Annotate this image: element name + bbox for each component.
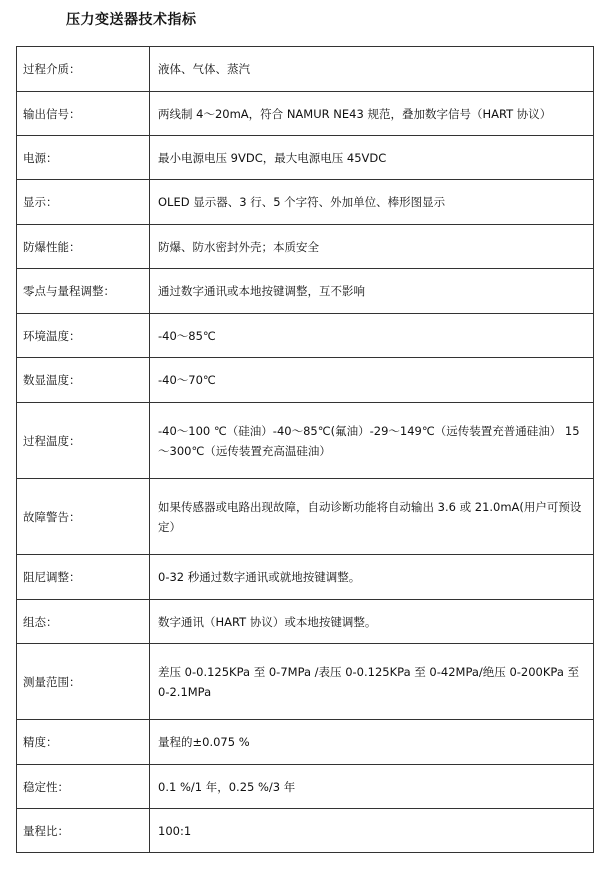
spec-label: 电源： [17, 136, 150, 180]
page-title: 压力变送器技术指标 [66, 12, 197, 28]
spec-value: OLED 显示器、3 行、5 个字符、外加单位、棒形图显示 [150, 180, 594, 225]
table-row [17, 314, 594, 358]
spec-label: 过程温度： [17, 403, 150, 479]
table-row [17, 136, 594, 180]
table-row [17, 403, 594, 479]
spec-value: 液体、气体、蒸汽 [150, 47, 594, 92]
spec-value: 两线制 4～20mA，符合 NAMUR NE43 规范，叠加数字信号（HART 协议） [150, 92, 594, 136]
spec-label: 稳定性： [17, 765, 150, 809]
table-row [17, 180, 594, 225]
spec-value: 防爆、防水密封外壳；本质安全 [150, 225, 594, 269]
spec-label: 量程比： [17, 809, 150, 853]
table-row [17, 47, 594, 92]
spec-value: 量程的±0.075 % [150, 720, 594, 765]
spec-value: 0-32 秒通过数字通讯或就地按键调整。 [150, 555, 594, 600]
table-row [17, 720, 594, 765]
spec-label: 故障警告： [17, 479, 150, 555]
spec-value: 如果传感器或电路出现故障，自动诊断功能将自动输出 3.6 或 21.0mA(用户可预设定） [150, 479, 594, 555]
spec-label: 数显温度： [17, 358, 150, 403]
spec-label: 零点与量程调整： [17, 269, 150, 314]
spec-label: 测量范围： [17, 644, 150, 720]
spec-value: -40～85℃ [150, 314, 594, 358]
spec-value: 差压 0-0.125KPa 至 0-7MPa /表压 0-0.125KPa 至 0-42MPa/绝压 0-200KPa 至 0-2.1MPa [150, 644, 594, 720]
spec-value: -40～100 ℃（硅油）-40～85℃(氟油）-29～149℃（远传装置充普通硅油） 15～300℃（远传装置充高温硅油） [150, 403, 594, 479]
table-row [17, 269, 594, 314]
table-row [17, 225, 594, 269]
spec-label: 阻尼调整： [17, 555, 150, 600]
table-row [17, 555, 594, 600]
spec-value: 通过数字通讯或本地按键调整，互不影响 [150, 269, 594, 314]
table-row [17, 644, 594, 720]
spec-table [16, 46, 594, 853]
table-row [17, 765, 594, 809]
spec-value: -40～70℃ [150, 358, 594, 403]
spec-label: 过程介质： [17, 47, 150, 92]
spec-value: 0.1 %/1 年，0.25 %/3 年 [150, 765, 594, 809]
spec-label: 精度： [17, 720, 150, 765]
spec-label: 输出信号： [17, 92, 150, 136]
spec-label: 防爆性能： [17, 225, 150, 269]
spec-label: 环境温度： [17, 314, 150, 358]
spec-label: 组态： [17, 600, 150, 644]
spec-value: 数字通讯（HART 协议）或本地按键调整。 [150, 600, 594, 644]
table-row [17, 92, 594, 136]
spec-label: 显示： [17, 180, 150, 225]
table-row [17, 600, 594, 644]
spec-value: 100:1 [150, 809, 594, 853]
spec-value: 最小电源电压 9VDC，最大电源电压 45VDC [150, 136, 594, 180]
table-row [17, 358, 594, 403]
table-row [17, 809, 594, 853]
table-row [17, 479, 594, 555]
